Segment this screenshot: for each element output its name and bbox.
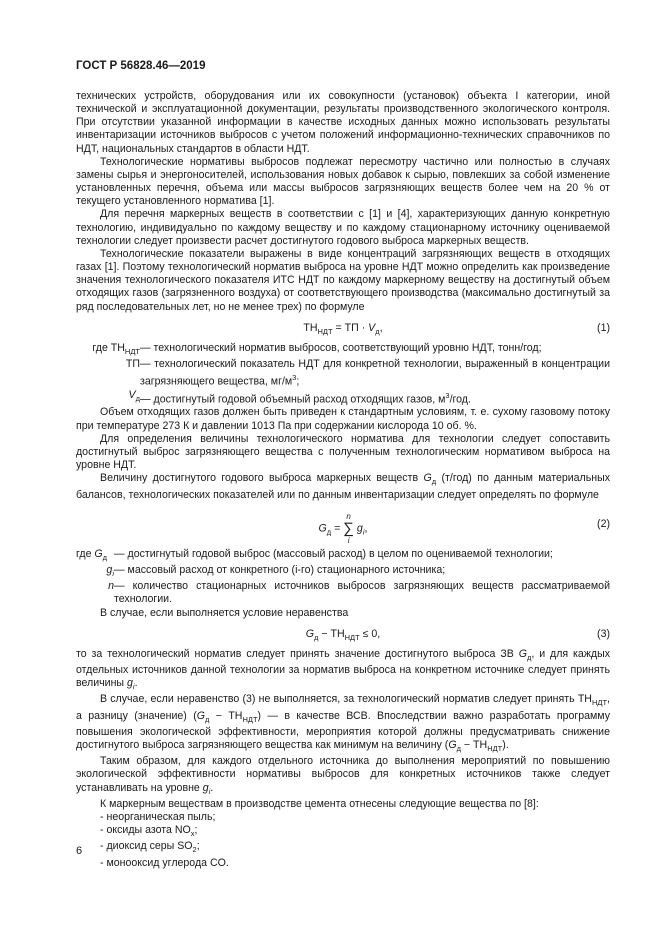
list-item: - неорганическая пыль; bbox=[100, 811, 216, 824]
equation-number: (2) bbox=[597, 517, 610, 530]
page-number: 6 bbox=[76, 845, 83, 857]
document-header: ГОСТ Р 56828.46—2019 bbox=[76, 60, 206, 72]
paragraph: В случае, если неравенство (3) не выполняется, за технологический норматив следует принять $ТН_{НДТ}$, а разницу (значение) $(G_д - ТН_{НДТ})$ — в качестве ВСВ. Впоследствии важно разработать программу повышения экологической эффективности, мероприятия которой должны предусматривать снижение достигнутого выброса загрязняющего вещества как минимум на величину $(G_д - ТН_{НДТ})$. bbox=[76, 693, 610, 754]
paragraph: Таким образом, для каждого отдельного источника до выполнения мероприятий по повышению экологической эффективности нормативы выбросов для конкретных источников также следует устанавливать на уровне $g_i$. bbox=[76, 755, 610, 796]
equation-number: (3) bbox=[597, 627, 610, 640]
definition-row: n — количество стационарных источников выбросов загрязняющих веществ рассматриваемой технологии. bbox=[108, 580, 610, 606]
paragraph: то за технологический норматив следует принять значение достигнутого выброса ЗВ $G_д$, и для каждых отдельных источников данной технологии за норматив выброса на конкретном источнике следует принять величины $g_i$. bbox=[76, 647, 610, 692]
equation-2 bbox=[76, 502, 610, 548]
equation-3 bbox=[76, 620, 610, 648]
equation-1 bbox=[76, 314, 610, 342]
definition-row: где $ТН_{НДТ}$ — технологический норматив выбросов, соответствующий уровню НДТ, тонн/год; bbox=[92, 341, 542, 356]
definitions-2 bbox=[76, 548, 610, 607]
marker-substances-list bbox=[76, 811, 610, 870]
formula: $G_д - ТН_{НДТ} \le 0$, bbox=[305, 627, 381, 642]
formula: $ТН_{НДТ}$ = ТП · $V_д$, bbox=[303, 321, 383, 336]
paragraph: К маркерным веществам в производстве цемента отнесены следующие вещества по [8]: bbox=[100, 797, 539, 810]
paragraph: Технологические показатели выражены в виде концентраций загрязняющих веществ в отходящих газах [1]. Поэтому технологический норматив выброса на уровне НДТ можно определить как произведение значения технологического показателя ИТС НДТ по каждому маркерному веществу на достигнутый объем отходящих газов (загрязненного воздуха) от соответствующего производства (максимально достигнутый за ряд последовательных лет, но не менее трех) по формуле bbox=[76, 247, 610, 313]
definition-row: $V_д$ — достигнутый годовой объемный расход отходящих газов, $м^3$/год. bbox=[128, 388, 471, 406]
list-item: - диоксид серы $SO_2$; bbox=[100, 840, 200, 855]
paragraph: Объем отходящих газов должен быть приведен к стандартным условиям, т. е. сухому газовому потоку при температуре 273 К и давлении 1013 Па при содержании кислорода 10 об. %. bbox=[76, 406, 610, 432]
equation-number: (1) bbox=[597, 321, 610, 334]
formula: $G_д$ = n ∑ i $g_i$, bbox=[318, 511, 368, 545]
list-item: - оксиды азота $NO_x$; bbox=[100, 824, 198, 839]
paragraph: технических устройств, оборудования или их совокупности (установок) объекта I категории, иной технической и эксплуатационной документации, результаты производственного экологического контроля. При отсутствии указанной информации в качестве исходных данных можно использовать результаты инвентаризации источников выбросов с учетом положений информационно-технических справочников по НДТ, национальных стандартов в области НДТ. bbox=[76, 90, 610, 155]
definitions-1 bbox=[76, 342, 610, 407]
paragraph: В случае, если выполняется условие неравенства bbox=[100, 606, 349, 619]
definition-row: ТП — технологический показатель НДТ для конкретной технологии, выраженный в концентрации загрязняющего вещества, $мг/м^3$; bbox=[125, 357, 610, 388]
paragraph: Технологические нормативы выбросов подлежат пересмотру частично или полностью в случаях замены сырья и энергоносителей, использования новых добавок к сырью, повлекших за собой изменение установленных перечня, объема или массы выбросов загрязняющих веществ более чем на 20 % от текущего установленного норматива [1]. bbox=[76, 155, 610, 208]
page-body bbox=[76, 90, 610, 870]
paragraph: Для перечня маркерных веществ в соответствии с [1] и [4], характеризующих данную конкретную технологию, индивидуально по каждому веществу и по каждому стационарному источнику оцениваемой технологии следует произвести расчет достигнутого годового выброса маркерных веществ. bbox=[76, 208, 610, 247]
paragraph: Величину достигнутого годового выброса маркерных веществ $G_д$ (т/год) по данным материальных балансов, технологических показателей или по данным инвентаризации следует определять по формуле bbox=[76, 472, 611, 501]
paragraph: Для определения величины технологического норматива для технологии следует сопоставить достигнутый выброс загрязняющего вещества с полученным технологическим нормативом выброса на уровне НДТ. bbox=[76, 432, 610, 472]
definition-row: где $G_д$ — достигнутый годовой выброс (массовый расход) в целом по оцениваемой технологии; bbox=[76, 547, 553, 562]
list-item: - монооксид углерода CO. bbox=[100, 856, 229, 869]
definition-row: $g_i$ — массовый расход от конкретного (i-го) стационарного источника; bbox=[106, 563, 446, 579]
